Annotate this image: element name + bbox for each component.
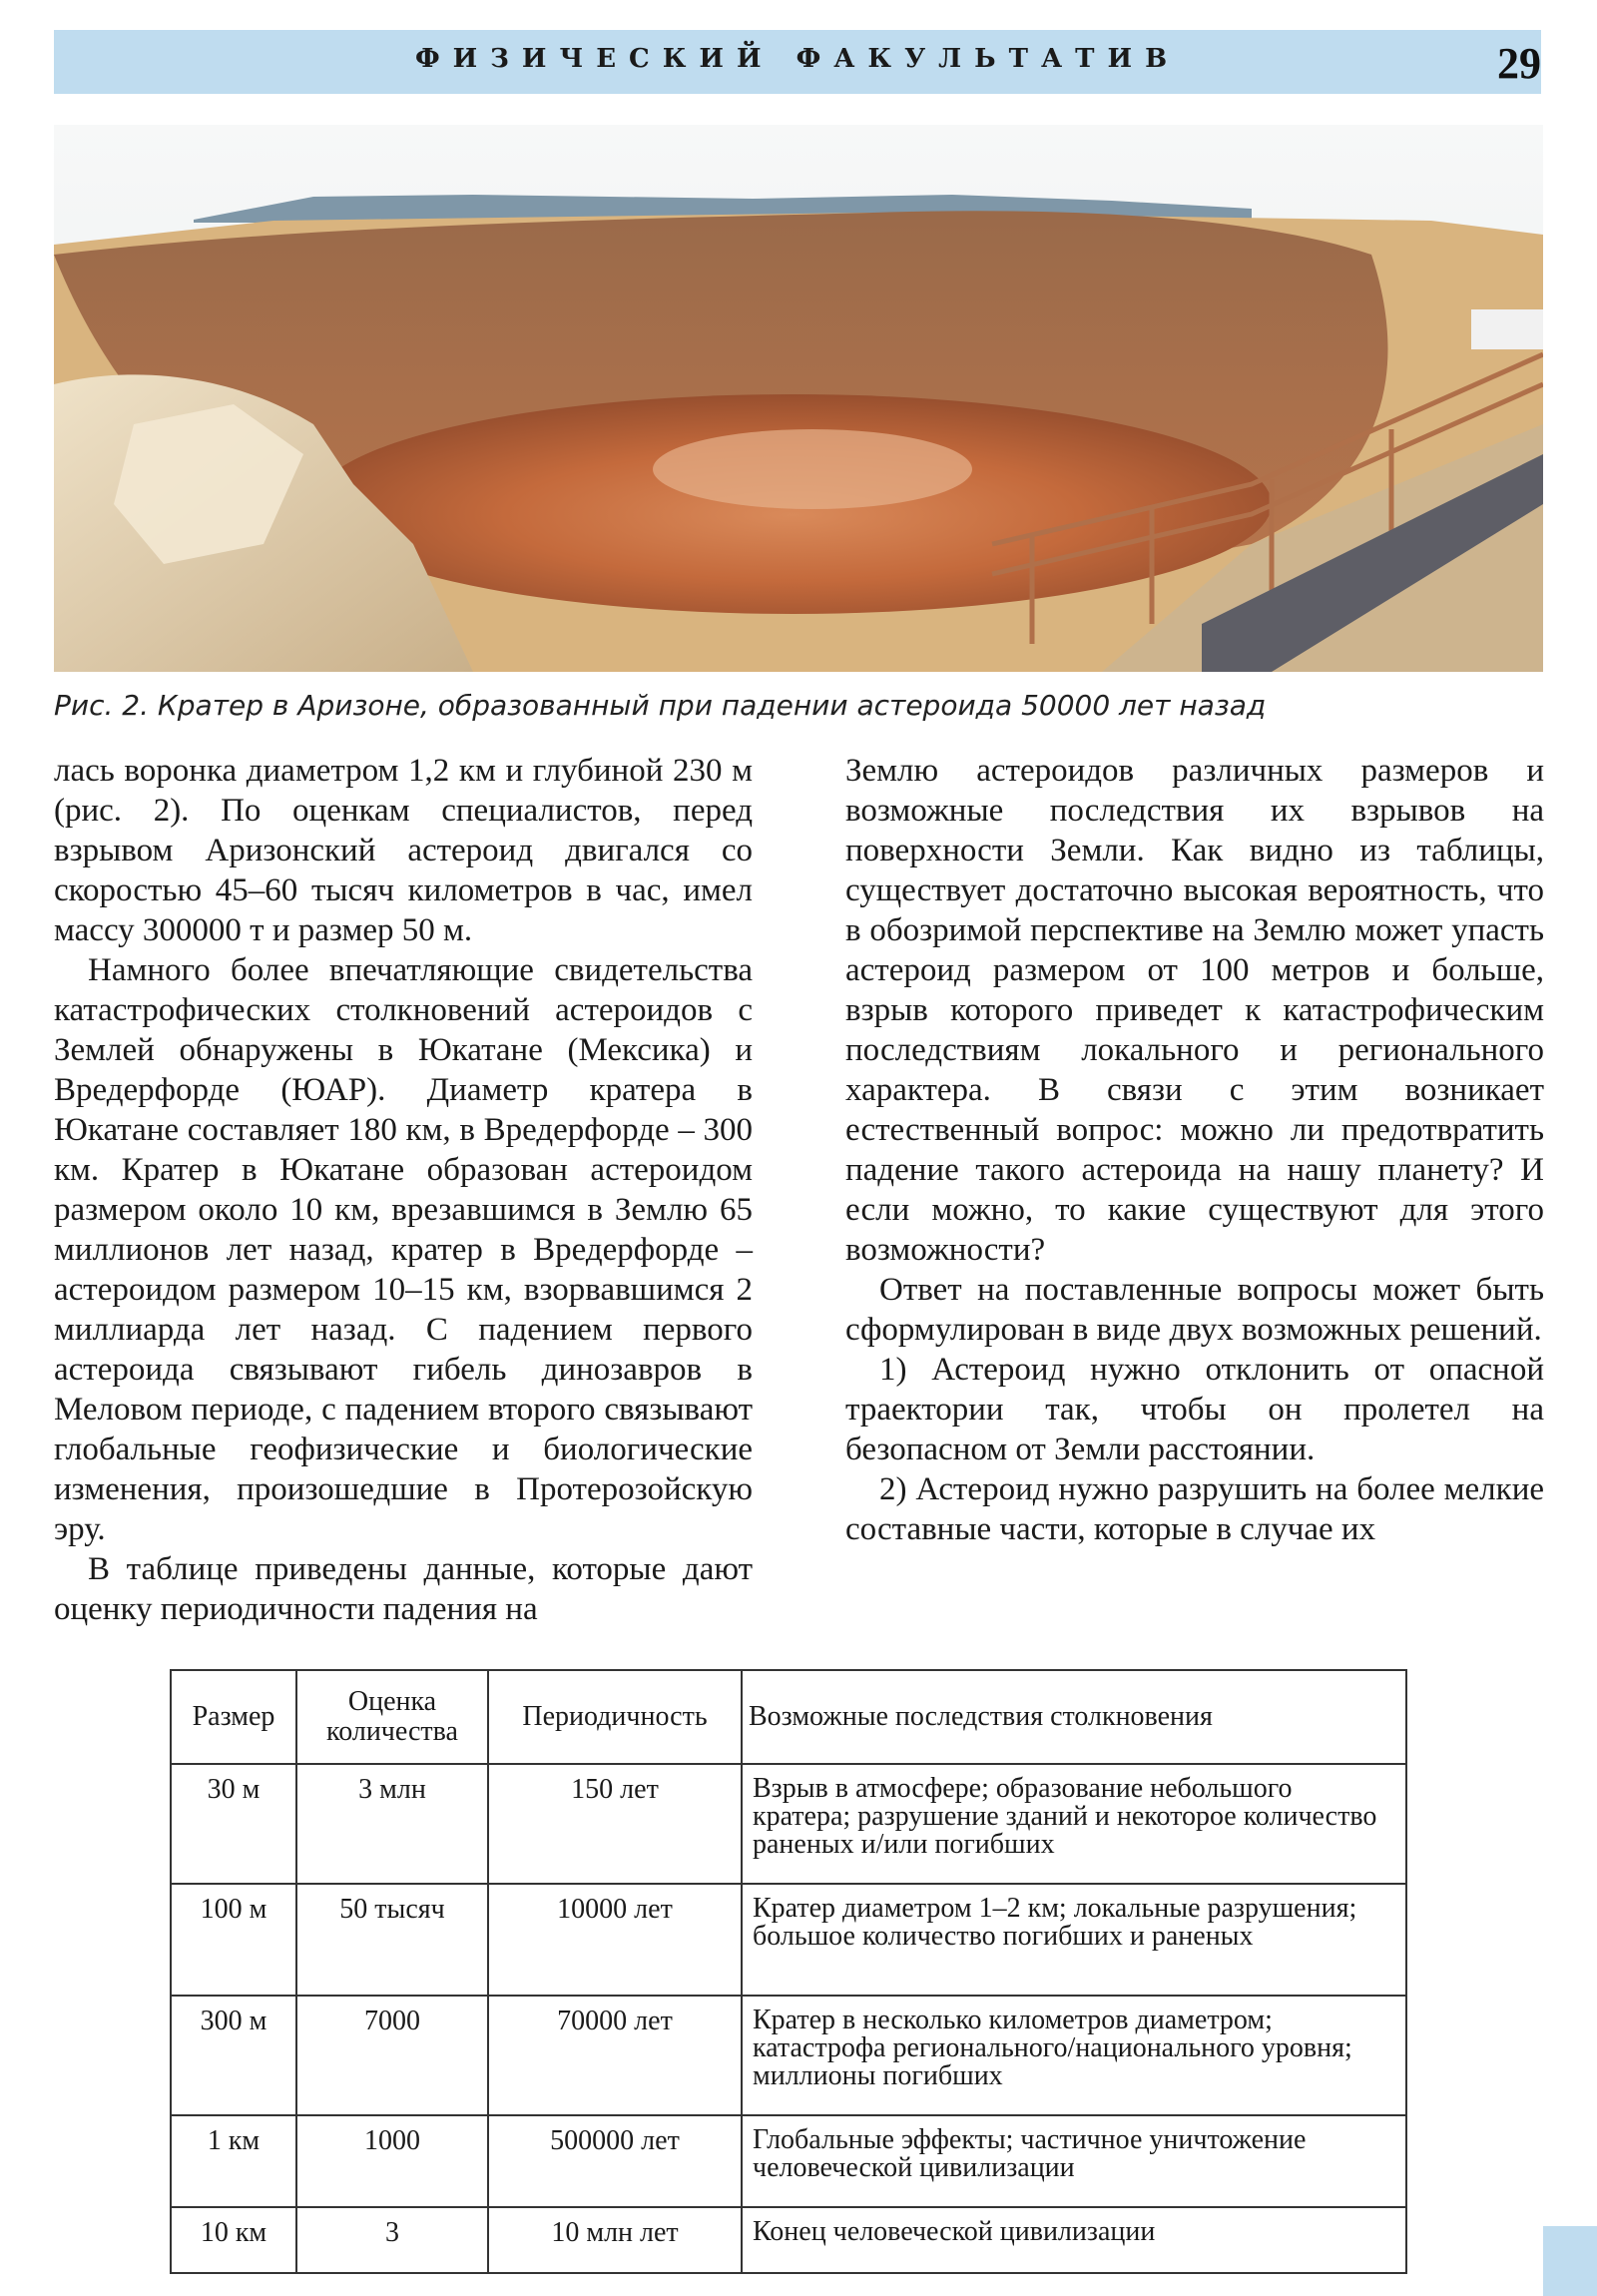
cell-periodicity: 10000 лет [488, 1884, 742, 1996]
header-count: Оценка количества [296, 1670, 488, 1764]
figure-caption: Рис. 2. Кратер в Аризоне, образованный при падении астероида 50000 лет назад [54, 689, 1267, 722]
table-row [171, 1996, 1406, 2115]
page-number: 29 [1497, 39, 1541, 88]
page-corner-tab [1543, 2226, 1597, 2296]
cell-count: 50 тысяч [296, 1884, 488, 1996]
cell-size: 300 м [171, 1996, 296, 2115]
header-consequences: Возможные последствия столкновения [742, 1670, 1406, 1764]
left-column [54, 751, 753, 1629]
cell-count: 3 млн [296, 1764, 488, 1884]
paragraph: лась воронка диаметром 1,2 км и глубиной 230 м (рис. 2). По оценкам специалистов, перед взрывом Аризонский астероид двигался со скоростью 45–60 тысяч километров в час, имел массу 300000 т и размер 50 м. [54, 753, 753, 948]
cell-count: 7000 [296, 1996, 488, 2115]
cell-count: 3 [296, 2207, 488, 2273]
table-row [171, 1884, 1406, 1996]
observation-deck [1471, 309, 1543, 349]
asteroid-impact-table [170, 1669, 1407, 2274]
cell-periodicity: 500000 лет [488, 2115, 742, 2207]
cell-periodicity: 70000 лет [488, 1996, 742, 2115]
table-row [171, 1764, 1406, 1884]
paragraph: Землю астероидов различных размеров и возможные последствия их взрывов на поверхности Земли. Как видно из таблицы, существует достаточно высокая вероятность, что в обозримой перспективе на Землю может упасть астероид размером от 100 метров и больше, взрыв которого приведет к катастрофическим последствиям локального и регионального характера. В связи с этим возникает естественный вопрос: можно ли предотвратить падение такого астероида на нашу планету? И если можно, то какие существуют для этого возможности? [845, 753, 1544, 1268]
cell-consequences: Кратер в несколько километров диаметром; катастрофа регионального/национального уровня; миллионы погибших [742, 1996, 1406, 2115]
cell-consequences: Кратер диаметром 1–2 км; локальные разрушения; большое количество погибших и раненых [742, 1884, 1406, 1996]
cell-size: 10 км [171, 2207, 296, 2273]
crater-illustration [54, 125, 1543, 672]
crater-photo [54, 125, 1543, 672]
cell-consequences: Глобальные эффекты; частичное уничтожение человеческой цивилизации [742, 2115, 1406, 2207]
header-size: Размер [171, 1670, 296, 1764]
cell-size: 100 м [171, 1884, 296, 1996]
paragraph: 1) Астероид нужно отклонить от опасной траектории так, чтобы он пролетел на безопасном от Земли расстоянии. [845, 1352, 1544, 1467]
table-row [171, 2207, 1406, 2273]
cell-size: 1 км [171, 2115, 296, 2207]
cell-consequences: Взрыв в атмосфере; образование небольшого кратера; разрушение зданий и некоторое количество раненых и/или погибших [742, 1764, 1406, 1884]
paragraph: 2) Астероид нужно разрушить на более мелкие составные части, которые в случае их [845, 1471, 1544, 1547]
cell-count: 1000 [296, 2115, 488, 2207]
header-periodicity: Периодичность [488, 1670, 742, 1764]
cell-size: 30 м [171, 1764, 296, 1884]
right-column [845, 751, 1544, 1549]
table-header-row [171, 1670, 1406, 1764]
paragraph: Ответ на поставленные вопросы может быть сформулирован в виде двух возможных решений. [845, 1272, 1544, 1348]
running-header [54, 30, 1541, 94]
cell-periodicity: 10 млн лет [488, 2207, 742, 2273]
table-row [171, 2115, 1406, 2207]
paragraph: В таблице приведены данные, которые дают оценку периодичности падения на [54, 1551, 753, 1627]
cell-periodicity: 150 лет [488, 1764, 742, 1884]
paragraph: Намного более впечатляющие свидетельства катастрофических столкновений астероидов с Землей обнаружены в Юкатане (Мексика) и Вредерфорде (ЮАР). Диаметр кратера в Юкатане составляет 180 км, в Вредерфорде – 300 км. Кратер в Юкатане образован астероидом размером около 10 км, врезавшимся в Землю 65 миллионов лет назад, кратер в Вредерфорде – астероидом размером 10–15 км, взорвавшимся 2 миллиарда лет назад. С падением первого астероида связывают гибель динозавров в Меловом периоде, с падением второго связывают глобальные геофизические и биологические изменения, произошедшие в Протерозойскую эру. [54, 952, 753, 1547]
cell-consequences: Конец человеческой цивилизации [742, 2207, 1406, 2273]
journal-section-title: ФИЗИЧЕСКИЙ ФАКУЛЬТАТИВ [414, 44, 1181, 74]
